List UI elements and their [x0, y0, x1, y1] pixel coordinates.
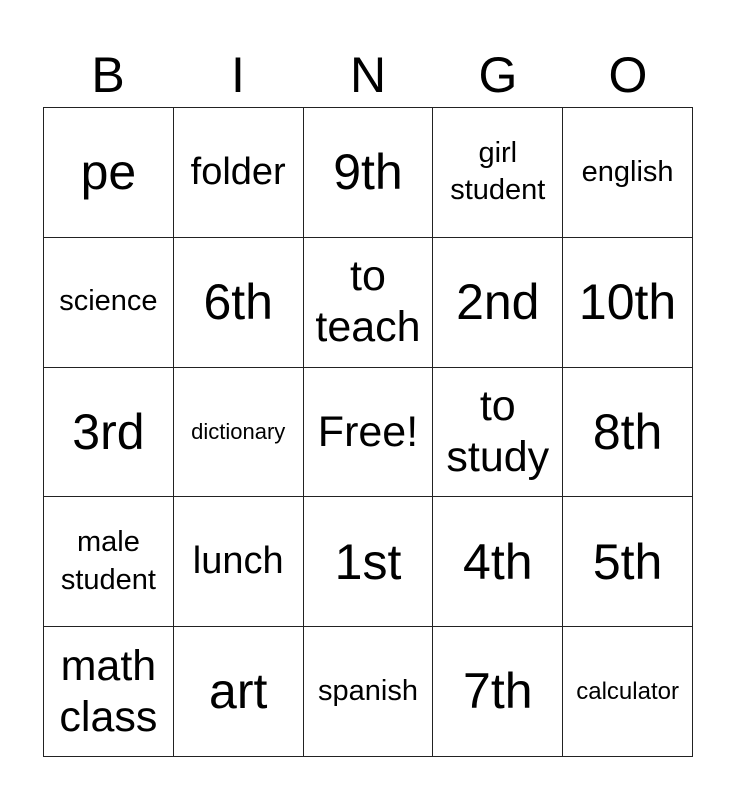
- cell-label: 5th: [592, 533, 663, 590]
- cell-label: to teach: [315, 252, 421, 352]
- free-space-label: Free!: [317, 407, 419, 456]
- cell-label: dictionary: [191, 418, 286, 444]
- bingo-cell[interactable]: [174, 627, 304, 757]
- bingo-cell[interactable]: [304, 627, 434, 757]
- cell-label: 4th: [463, 533, 533, 590]
- cell-label: 8th: [592, 403, 663, 460]
- bingo-cell[interactable]: [304, 238, 434, 368]
- cell-label: 3rd: [72, 403, 145, 460]
- bingo-cell[interactable]: [563, 497, 693, 627]
- bingo-cell[interactable]: [174, 497, 304, 627]
- bingo-cell[interactable]: [174, 108, 304, 238]
- cell-label: folder: [190, 150, 286, 193]
- cell-label: 10th: [578, 273, 677, 330]
- cell-label: 9th: [333, 144, 403, 201]
- bingo-cell[interactable]: [563, 627, 693, 757]
- bingo-header: [43, 42, 693, 108]
- cell-label: art: [209, 663, 268, 720]
- bingo-cell[interactable]: [433, 368, 563, 498]
- bingo-cell[interactable]: [174, 368, 304, 498]
- cell-label: 7th: [463, 663, 533, 720]
- bingo-cell[interactable]: [433, 238, 563, 368]
- bingo-cell[interactable]: [174, 238, 304, 368]
- cell-label: english: [581, 155, 674, 188]
- bingo-cell[interactable]: [563, 238, 693, 368]
- bingo-board: [43, 107, 693, 757]
- cell-label: male student: [60, 526, 156, 596]
- bingo-cell[interactable]: [563, 368, 693, 498]
- bingo-cell[interactable]: [44, 368, 174, 498]
- cell-label: calculator: [576, 678, 679, 705]
- bingo-cell[interactable]: [44, 108, 174, 238]
- cell-label: 6th: [203, 273, 273, 330]
- cell-label: pe: [80, 144, 137, 201]
- cell-label: lunch: [192, 539, 284, 582]
- cell-label: girl student: [450, 136, 546, 207]
- cell-label: spanish: [318, 674, 418, 707]
- cell-label: 2nd: [456, 273, 540, 330]
- cell-label: to study: [446, 382, 550, 481]
- bingo-cell[interactable]: [433, 627, 563, 757]
- header-letter-n: N: [349, 47, 387, 103]
- bingo-cell[interactable]: [563, 108, 693, 238]
- header-letter-g: G: [478, 47, 518, 103]
- cell-label: 1st: [334, 533, 402, 590]
- bingo-cell[interactable]: [433, 108, 563, 238]
- bingo-cell[interactable]: [304, 497, 434, 627]
- bingo-cell[interactable]: [44, 627, 174, 757]
- header-letter-b: B: [91, 47, 125, 103]
- bingo-cell[interactable]: [44, 238, 174, 368]
- bingo-cell[interactable]: [433, 497, 563, 627]
- bingo-cell[interactable]: [304, 108, 434, 238]
- bingo-cell[interactable]: [304, 368, 434, 498]
- header-letter-o: O: [608, 47, 648, 103]
- cell-label: math class: [59, 641, 158, 741]
- cell-label: science: [59, 285, 158, 318]
- header-letter-i: I: [231, 47, 245, 103]
- bingo-cell[interactable]: [44, 497, 174, 627]
